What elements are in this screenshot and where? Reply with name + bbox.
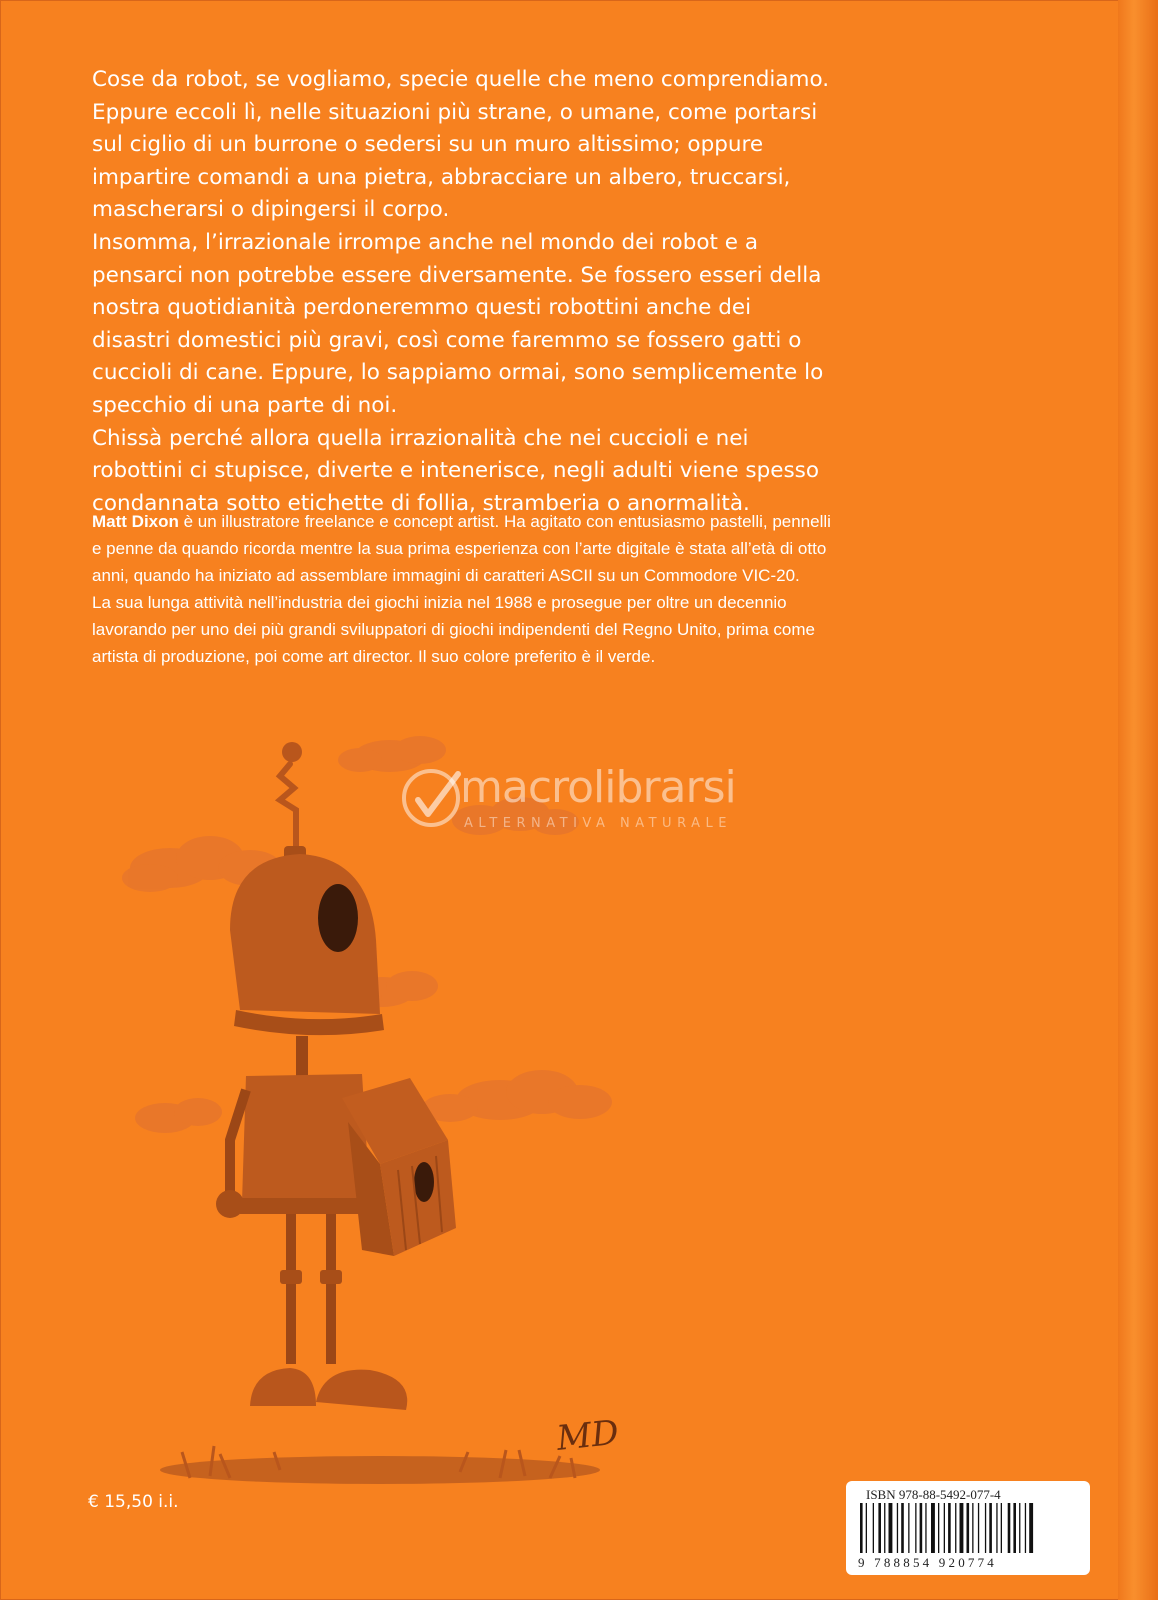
robot-with-birdhouse-illustration — [80, 730, 730, 1530]
bio-text: è un illustratore freelance e concept artist. Ha agitato con entusiasmo pastelli, pennelli e penne da quando ricorda mentre la sua prima esperienza con l’arte digitale è stata all’età di otto anni, quando ha iniziato ad assemblare immagini di caratteri ASCII su un Commodore VIC-20. — [92, 512, 831, 585]
barcode-bar — [955, 1503, 956, 1553]
barcode-bar — [925, 1503, 926, 1553]
barcode-digits: 9 788854 920774 — [858, 1555, 997, 1570]
price-label: € 15,50 i.i. — [88, 1492, 179, 1512]
barcode-icon — [858, 1503, 1078, 1555]
barcode-bar — [866, 1503, 867, 1553]
blurb-paragraph: Chissà perché allora quella irrazionalità che nei cuccioli e nei robottini ci stupisce, diverte e intenerisce, negli adulti viene spesso condannata sotto etichette di follia, stramberia o anormalità. — [92, 425, 820, 516]
watermark — [398, 762, 788, 842]
barcode-bar — [1019, 1503, 1020, 1553]
blurb-paragraph: Cose da robot, se vogliamo, specie quelle che meno comprendiamo. Eppure eccoli lì, nelle situazioni più strane, o umane, come portarsi sul ciglio di un burrone o sedersi su un muro altissimo; oppure impartire comandi a una pietra, abbracciare un albero, truccarsi, mascherarsi o dipingersi il corpo. — [92, 67, 830, 223]
barcode-bar — [908, 1503, 909, 1553]
barcode-bar — [1008, 1503, 1011, 1553]
blurb-text — [92, 64, 832, 520]
barcode-bar — [960, 1503, 964, 1553]
barcode-bar — [873, 1503, 874, 1553]
barcode-bar — [1025, 1503, 1026, 1553]
barcode-bar — [948, 1503, 951, 1553]
watermark-tagline: ALTERNATIVA NATURALE — [464, 816, 732, 831]
leaf-check-icon — [398, 762, 468, 832]
illustrator-signature: MD — [554, 1412, 621, 1459]
barcode-bar — [931, 1503, 935, 1553]
author-bio — [92, 508, 832, 670]
barcode-bar — [889, 1503, 893, 1553]
barcode-bar — [1029, 1503, 1033, 1553]
barcode-bar — [1001, 1503, 1002, 1553]
barcode-bar — [978, 1503, 979, 1553]
barcode-bar — [938, 1503, 939, 1553]
cover-spine-edge — [1118, 0, 1158, 1600]
barcode-bar — [920, 1503, 923, 1553]
author-name: Matt Dixon — [92, 512, 179, 531]
watermark-brand: macrolibrarsi — [460, 762, 736, 813]
barcode-bar — [878, 1503, 881, 1553]
barcode-bar — [967, 1503, 970, 1553]
bio-paragraph: La sua lunga attività nell’industria dei giochi inizia nel 1988 e prosegue per oltre un decennio lavorando per uno dei più grandi sviluppatori di giochi indipendenti del Regno Unito, prima come artista di produzione, poi come art director. Il suo colore preferito è il verde. — [92, 593, 815, 666]
barcode-bar — [901, 1503, 904, 1553]
barcode-bar — [996, 1503, 997, 1553]
barcode-bar — [860, 1503, 863, 1553]
barcode-bar — [915, 1503, 916, 1553]
barcode-bar — [897, 1503, 898, 1553]
barcode-bar — [972, 1503, 973, 1553]
isbn-label: ISBN 978-88-5492-077-4 — [866, 1487, 1001, 1502]
barcode-bar — [985, 1503, 986, 1553]
barcode-bar — [1013, 1503, 1016, 1553]
barcode-bar — [989, 1503, 992, 1553]
barcode-bar — [944, 1503, 945, 1553]
bio-paragraph — [92, 508, 832, 589]
blurb-paragraph: Insomma, l’irrazionale irrompe anche nel mondo dei robot e a pensarci non potrebbe essere diversamente. Se fossero esseri della nostra quotidianità perdoneremmo questi robottini anche dei disastri domestici più gravi, così come faremmo se fossero gatti o cuccioli di cane. Eppure, lo sappiamo ormai, sono semplicemente lo specchio di una parte di noi. — [92, 229, 824, 418]
isbn-barcode — [846, 1481, 1090, 1575]
barcode-bar — [884, 1503, 885, 1553]
